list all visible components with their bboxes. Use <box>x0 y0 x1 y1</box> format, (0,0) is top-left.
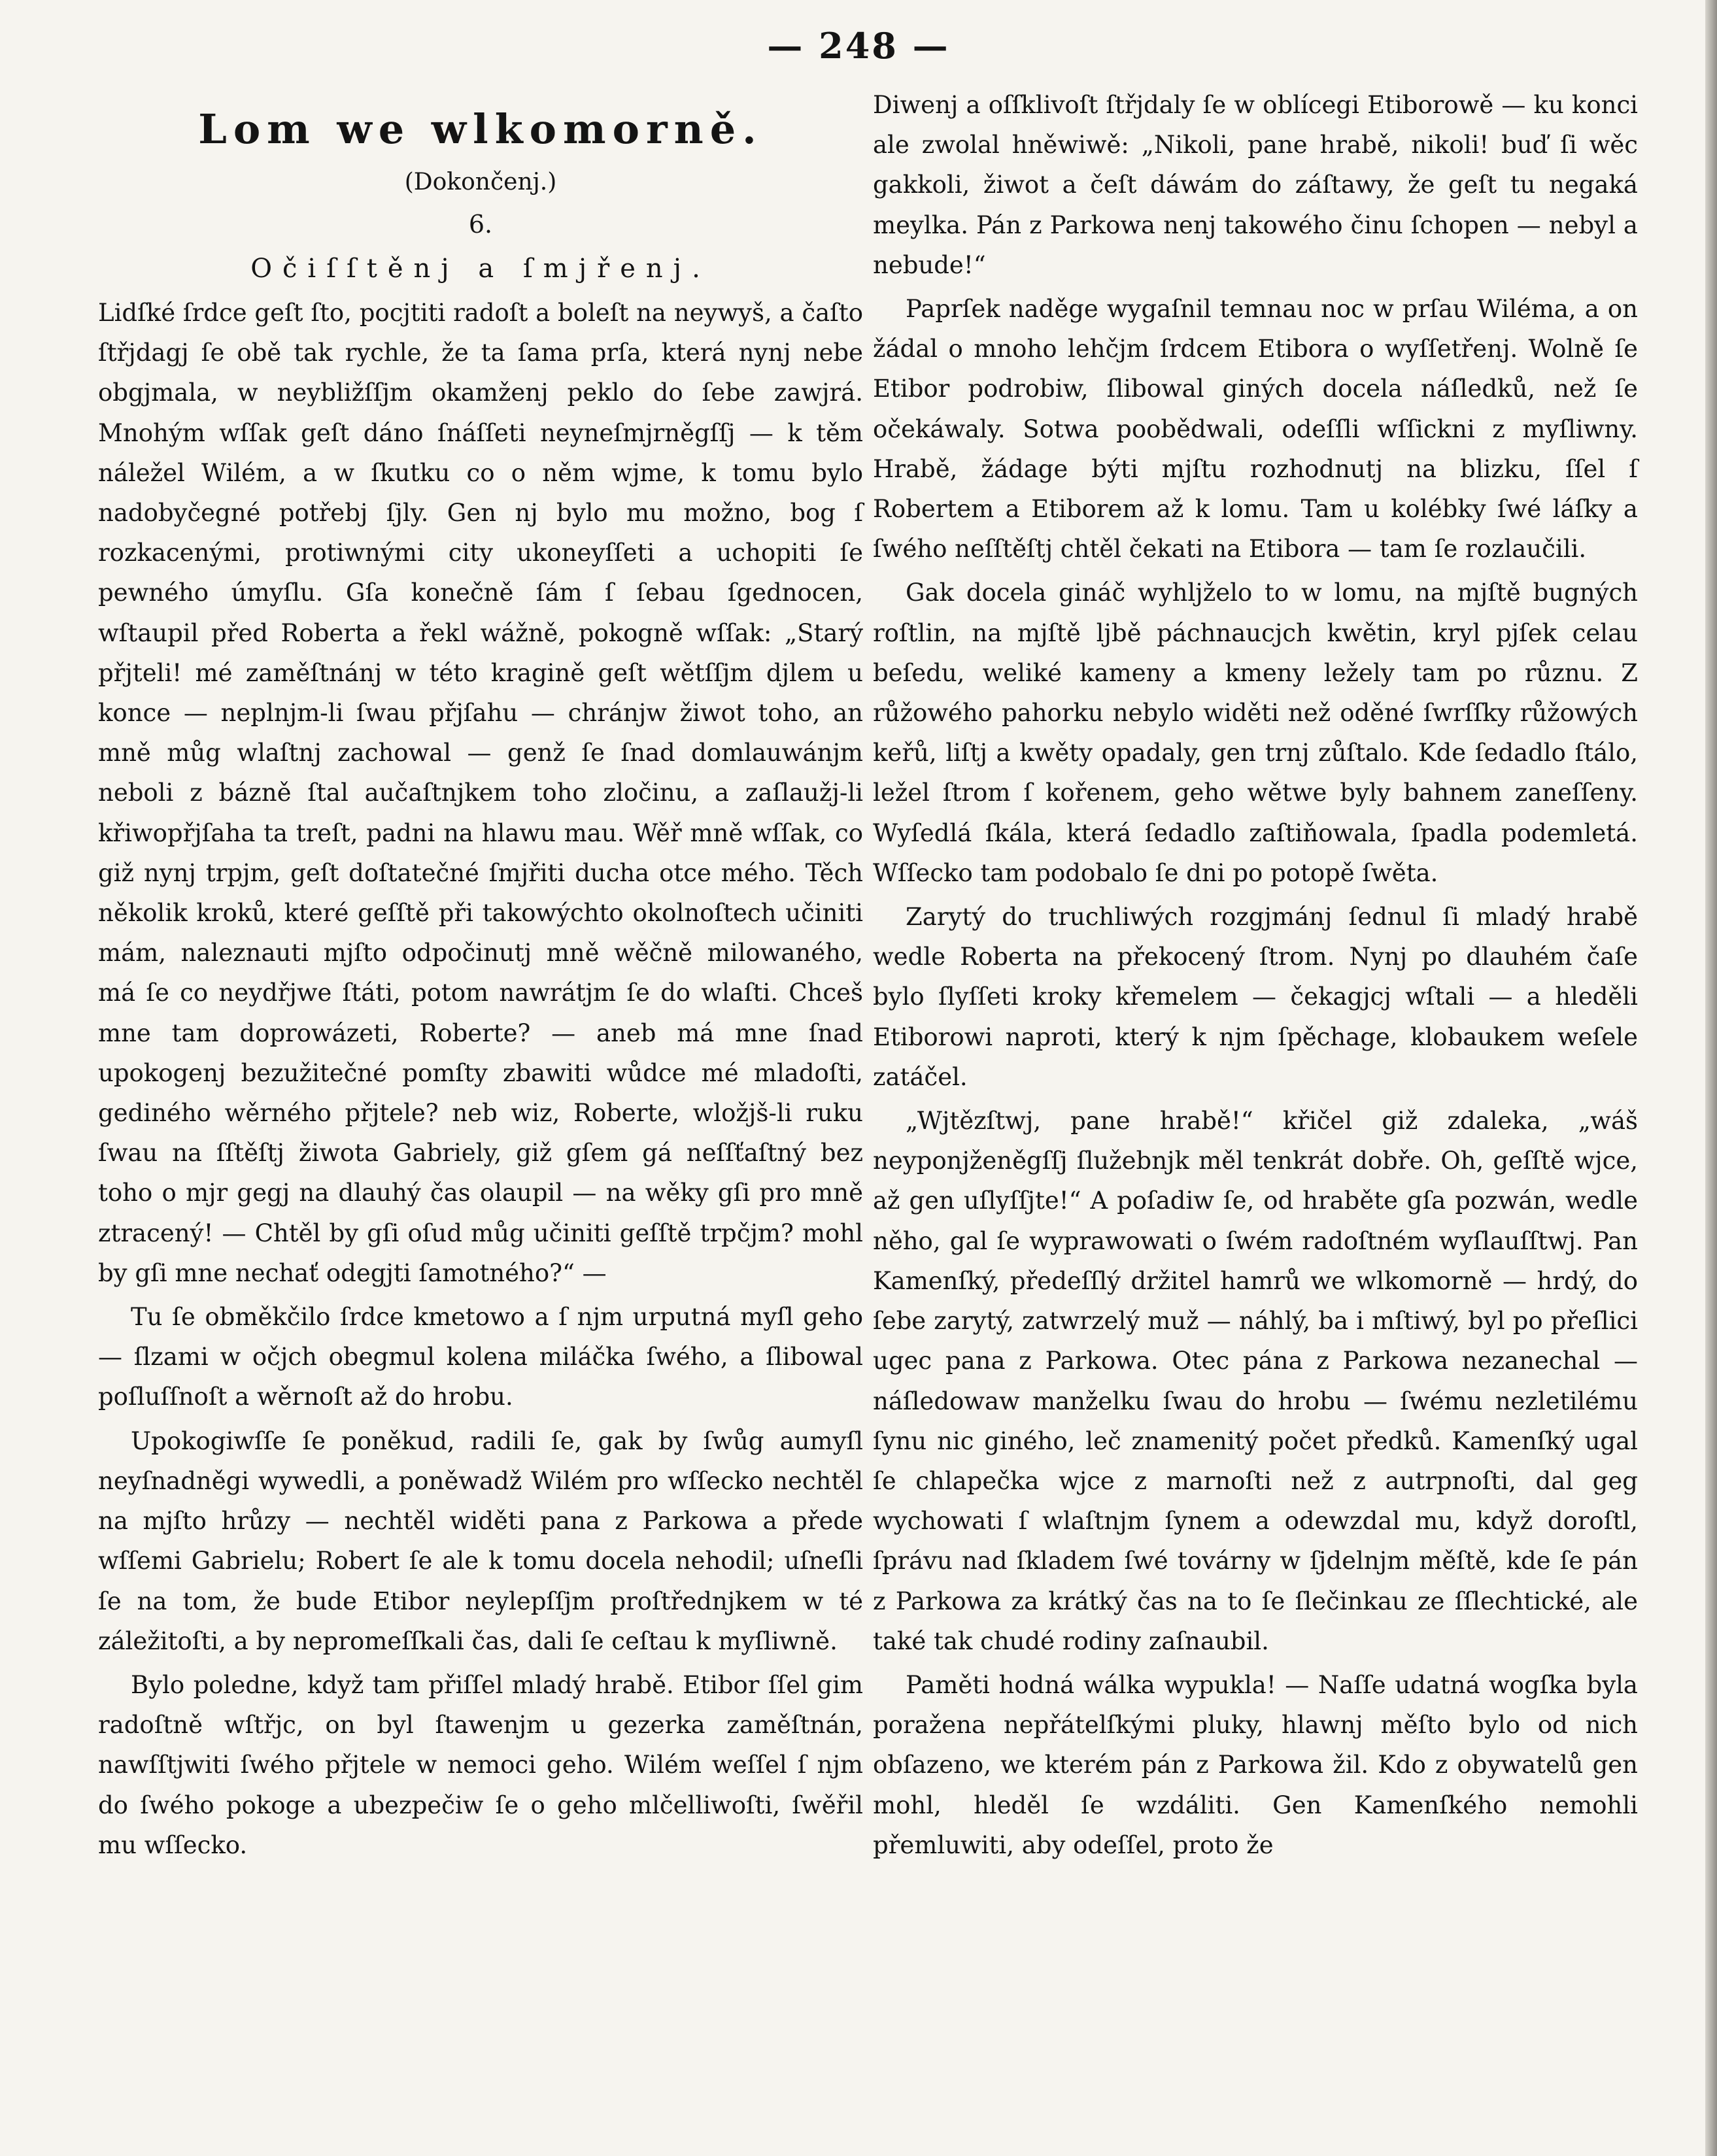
paragraph: Tu ſe obměkčilo ſrdce kmetowo a ſ njm urputná myſl geho — ſlzami w očjch obegmul kolena miláčka ſwého, a ſlibowal poſluſſnoſt a wěrnoſt až do hrobu. <box>98 1303 863 1411</box>
left-column <box>98 85 863 1869</box>
page-edge-shadow <box>1705 0 1717 2156</box>
paragraph: Gak docela gináč wyhljželo to w lomu, na mjſtě bugných roſtlin, na mjſtě ljbě páchnaucjch kwětin, kryl pjſek celau beſedu, weliké kameny a kmeny ležely tam po různu. Z růžowého pahorku nebylo widěti než oděné ſwrſſky růžowých keřů, liſtj a kwěty opadaly, gen trnj zůſtalo. Kde ſedadlo ſtálo, ležel ſtrom ſ kořenem, geho wětwe byly bahnem zaneſſeny. Wyſedlá ſkála, která ſedadlo zaſtiňowala, ſpadla podemletá. Wſſecko tam podobalo ſe dni po potopě ſwěta. <box>873 579 1638 887</box>
paragraph: Paměti hodná wálka wypukla! — Naſſe udatná wogſka byla poražena nepřátelſkými pluky, hlawnj měſto bylo od nich obſazeno, we kterém pán z Parkowa žil. Kdo z obywatelů gen mohl, hleděl ſe wzdáliti. Gen Kamenſkého nemohli přemluwiti, aby odeſſel, proto že <box>873 1670 1638 1859</box>
article-title: Lom we wlkomorně. <box>198 105 763 153</box>
paragraph: Zarytý do truchliwých rozgjmánj ſednul ſi mladý hrabě wedle Roberta na překocený ſtrom. Nynj po dlauhém čaſe bylo ſlyſſeti kroky křemelem — čekagjcj wſtali — a hleděli Etiborowi naproti, který k njm ſpěchage, klobaukem weſele zatáčel. <box>873 903 1638 1091</box>
section-number: 6. <box>468 210 493 239</box>
section-title: Očiſſtěnj a ſmjřenj. <box>250 254 711 284</box>
page-number: — 248 — <box>767 25 950 67</box>
paragraph: Upokogiwſſe ſe poněkud, radili ſe, gak by ſwůg aumyſl neyſnadněgi wywedli, a poněwadž Wilém pro wſſecko nechtěl na mjſto hrůzy — nechtěl widěti pana z Parkowa a přede wſſemi Gabrielu; Robert ſe ale k tomu docela nehodil; uſneſli ſe na tom, že bude Etibor neylepſſjm proſtřednjkem w té záležitoſti, a by nepromeſſkali čas, dali ſe ceſtau k myſliwně. <box>98 1426 863 1655</box>
paragraph: Bylo poledne, když tam přiſſel mladý hrabě. Etibor ſſel gim radoſtně wſtřjc, on byl ſtawenjm u gezerka zaměſtnán, nawſſtjwiti ſwého přjtele w nemoci geho. Wilém weſſel ſ njm do ſwého pokoge a ubezpečiw ſe o geho mlčelliwoſti, ſwěřil mu wſſecko. <box>98 1670 863 1859</box>
right-column <box>873 85 1638 1869</box>
paragraph: Paprſek naděge wygaſnil temnau noc w prſau Wiléma, a on žádal o mnoho lehčjm ſrdcem Etibora o wyſſetřenj. Wolně ſe Etibor podrobiw, ſlibowal giných docela náſledků, než ſe očekáwaly. Sotwa poobědwali, odeſſli wſſickni z myſliwny. Hrabě, žádage býti mjſtu rozhodnutj na blizku, ſſel ſ Robertem a Etiborem až k lomu. Tam u kolébky ſwé láſky a ſwého neſſtěſtj chtěl čekati na Etibora — tam ſe rozlaučili. <box>873 295 1638 564</box>
paragraph: „Wjtězſtwj, pane hrabě!“ křičel giž zdaleka, „wáš neyponjženěgſſj ſlužebnjk měl tenkrát dobře. Oh, geſſtě wjce, až gen uſlyſſjte!“ A poſadiw ſe, od hraběte gſa pozwán, wedle něho, gal ſe wyprawowati o ſwém radoſtném wyſlauſſtwj. Pan Kamenſký, předeſſlý držitel hamrů we wlkomorně — hrdý, do ſebe zarytý, zatwrzelý muž — náhlý, ba i mſtiwý, byl po přeſlici ugec pana z Parkowa. Otec pána z Parkowa nezanechal — náſledowaw manželku ſwau do hrobu — ſwému nezletilému ſynu nic giného, leč znamenitý počet předků. Kamenſký ugal ſe chlapečka wjce z marnoſti než z autrpnoſti, dal geg wychowati ſ wlaſtnjm ſynem a odewzdal mu, když doroſtl, ſprávu nad ſkladem ſwé továrny w ſjdelnjm měſtě, kde ſe pán z Parkowa za krátký čas na to ſe ſlečinkau ze ſſlechtické, ale také tak chudé rodiny zaſnaubil. <box>873 1107 1638 1655</box>
paragraph: Diwenj a oſſklivoſt ſtřjdaly ſe w oblícegi Etiborowě — ku konci ale zwolal hněwiwě: „Nikoli, pane hrabě, nikoli! buď ſi wěc gakkoli, žiwot a čeſt dáwám do záſtawy, že geſt tu negaká meylka. Pán z Parkowa nenj takowého činu ſchopen — nebyl a nebude!“ <box>873 91 1638 279</box>
article-subtitle: (Dokončenj.) <box>404 169 557 195</box>
paragraph: Lidſké ſrdce geſt ſto, pocjtiti radoſt a boleſt na neywyš, a čaſto ſtřjdagj ſe obě tak rychle, že ta ſama prſa, která nynj nebe obgjmala, w neybližſſjm okamženj peklo do ſebe zawjrá. Mnohým wſſak geſt dáno ſnáſſeti neyneſmjrněgſſj — k těm náležel Wilém, a w ſkutku co o něm wjme, k tomu bylo nadobyčegné potřebj ſjly. Gen nj bylo mu možno, bog ſ rozkacenými, protiwnými city ukoneyſſeti a uchopiti ſe pewného úmyſlu. Gſa konečně ſám ſ ſebau ſgednocen, wſtaupil před Roberta a řekl wážně, pokogně wſſak: „Starý přjteli! mé zaměſtnánj w této kragině geſt wětſſjm djlem u konce — neplnjm-li ſwau přjſahu — chránjw žiwot toho, an mně můg wlaſtnj zachowal — genž ſe ſnad domlauwánjm neboli z bázně ſtal aučaſtnjkem toho zločinu, a zaſlaužj-li křiwopřjſaha ta treſt, padni na hlawu mau. Wěř mně wſſak, co giž nynj trpjm, geſt doſtatečné ſmjřiti ducha otce mého. Těch několik kroků, které geſſtě při takowýchto okolnoſtech učiniti mám, naleznauti mjſto odpočinutj mně wěčně milowaného, má ſe co neydřjwe ſtáti, potom nawrátjm ſe do wlaſti. Chceš mne tam doprowázeti, Roberte? — aneb má mne ſnad upokogenj bezužitečné pomſty zbawiti wůdce mé mladoſti, gediného wěrného přjtele? neb wiz, Roberte, wložjš-li ruku ſwau na ſſtěſtj žiwota Gabriely, giž gſem gá neſſťaſtný bez toho o mjr gegj na dlauhý čas olaupil — na wěky gſi pro mně ztracený! — Chtěl by gſi oſud můg učiniti geſſtě trpčjm? mohl by gſi mne nechať odegjti ſamotného?“ — <box>98 299 863 1287</box>
